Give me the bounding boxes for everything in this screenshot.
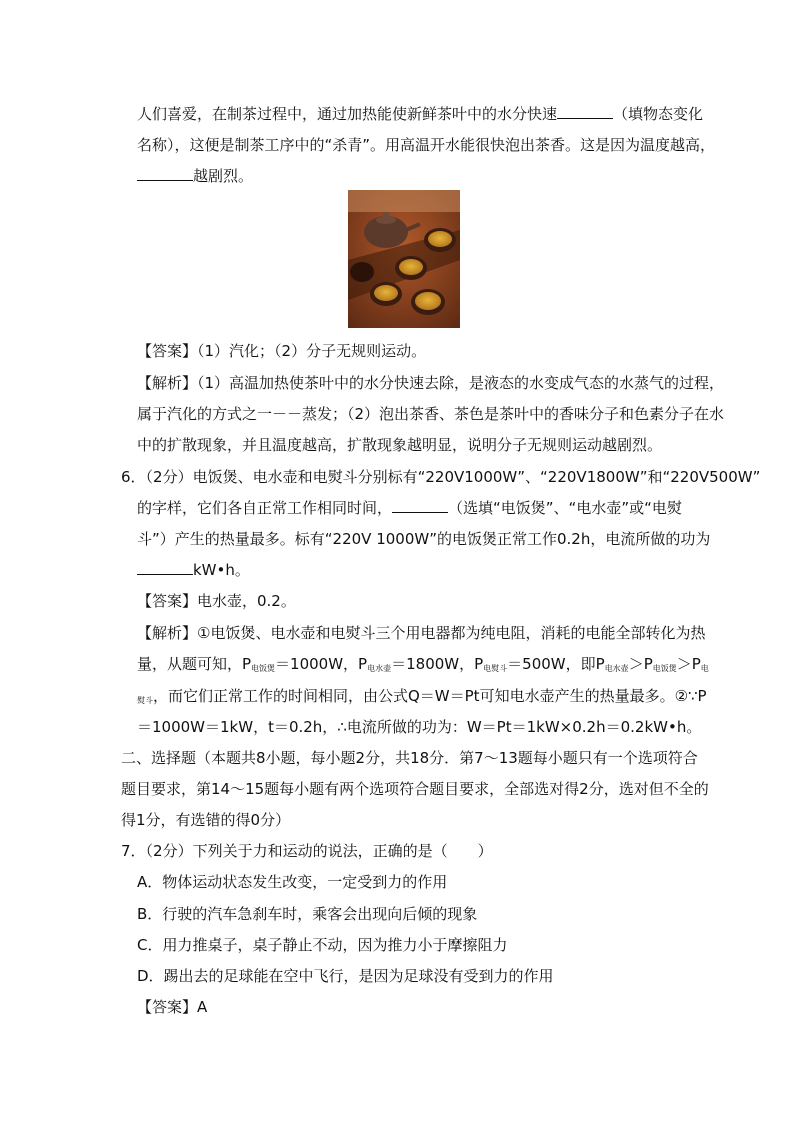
answer-blank xyxy=(392,498,448,513)
subscript: 电 xyxy=(700,664,709,673)
q6-analysis-line-2 xyxy=(137,654,709,679)
tea-set-photo xyxy=(348,190,460,328)
q7-stem: 7．（2分）下列关于力和运动的说法，正确的是（ ） xyxy=(121,842,493,860)
q7-option-b: B．行驶的汽车急刹车时，乘客会出现向后倾的现象 xyxy=(137,905,478,923)
formula-text: ＞P xyxy=(676,655,701,673)
q7-option-d: D．踢出去的足球能在空中飞行，是因为足球没有受到力的作用 xyxy=(137,967,554,985)
subscript: 电水壶 xyxy=(604,664,629,673)
formula-text: ，而它们正常工作的时间相同，由公式Q＝W＝Pt可知电水壶产生的热量最多。②∵P xyxy=(153,687,707,705)
q6-text: （选填“电饭煲”、“电水壶”或“电熨 xyxy=(448,499,682,517)
formula-text: 量，从题可知，P xyxy=(137,655,252,673)
q6-stem-line-4 xyxy=(137,560,250,580)
q5-analysis-line-3: 中的扩散现象，并且温度越高，扩散现象越明显，说明分子无规则运动越剧烈。 xyxy=(137,436,663,454)
subscript: 熨斗 xyxy=(137,696,153,705)
answer-blank xyxy=(137,560,193,575)
q5-line-2: 名称），这便是制茶工序中的“杀青”。用高温开水能很快泡出茶香。这是因为温度越高， xyxy=(137,136,716,154)
q6-stem-line-3: 斗”）产生的热量最多。标有“220V 1000W”的电饭煲正常工作0.2h，电流所做的功为 xyxy=(137,530,711,548)
q5-analysis-line-2: 属于汽化的方式之一－－蒸发；（2）泡出茶香、茶色是茶叶中的香味分子和色素分子在水 xyxy=(137,405,725,423)
formula-text: ＝1800W，P xyxy=(391,655,484,673)
subscript: 电饭煲 xyxy=(652,664,677,673)
q6-text: kW•h。 xyxy=(193,561,250,579)
formula-text: ＞P xyxy=(628,655,653,673)
section-heading-line-1: 二、选择题（本题共8小题，每小题2分，共18分．第7～13题每小题只有一个选项符合 xyxy=(121,749,698,767)
subscript: 电熨斗 xyxy=(483,664,508,673)
q5-line-3 xyxy=(137,166,253,186)
q6-answer: 【答案】电水壶，0.2。 xyxy=(137,592,296,610)
q6-text: 的字样，它们各自正常工作相同时间， xyxy=(137,499,393,517)
q6-analysis-line-3 xyxy=(137,686,707,711)
q6-stem-line-2 xyxy=(137,498,682,518)
subscript: 电饭煲 xyxy=(251,664,276,673)
tea-set-illustration xyxy=(348,190,460,328)
q5-analysis-line-1: 【解析】（1）高温加热使茶叶中的水分快速去除，是液态的水变成气态的水蒸气的过程， xyxy=(137,374,725,392)
answer-blank xyxy=(557,104,613,119)
q5-text: 人们喜爱，在制茶过程中，通过加热能使新鲜茶叶中的水分快速 xyxy=(137,105,558,123)
q6-stem-line-1: 6．（2分）电饭煲、电水壶和电熨斗分别标有“220V1000W”、“220V1800W”和“220V500W” xyxy=(121,468,761,486)
q6-analysis-line-4: ＝1000W＝1kW，t＝0.2h，∴电流所做的功为：W＝Pt＝1kW×0.2h＝0.2kW•h。 xyxy=(137,718,702,736)
q7-option-c: C．用力推桌子，桌子静止不动，因为推力小于摩擦阻力 xyxy=(137,936,508,954)
q6-analysis-line-1: 【解析】①电饭煲、电水壶和电熨斗三个用电器都为纯电阻，消耗的电能全部转化为热 xyxy=(137,624,706,642)
formula-text: ＝1000W，P xyxy=(275,655,368,673)
q7-option-a: A．物体运动状态发生改变，一定受到力的作用 xyxy=(137,873,448,891)
q7-answer: 【答案】A xyxy=(137,998,208,1016)
section-heading-line-2: 题目要求，第14～15题每小题有两个选项符合题目要求，全部选对得2分，选对但不全的 xyxy=(121,780,709,798)
section-heading-line-3: 得1分，有选错的得0分） xyxy=(121,811,291,829)
subscript: 电水壶 xyxy=(367,664,392,673)
q5-text: （填物态变化 xyxy=(613,105,704,123)
formula-text: ＝500W，即P xyxy=(507,655,605,673)
q5-line-1 xyxy=(137,104,703,124)
q5-text: 越剧烈。 xyxy=(193,167,254,185)
answer-blank xyxy=(137,166,193,181)
q5-answer: 【答案】（1）汽化；（2）分子无规则运动。 xyxy=(137,342,427,360)
